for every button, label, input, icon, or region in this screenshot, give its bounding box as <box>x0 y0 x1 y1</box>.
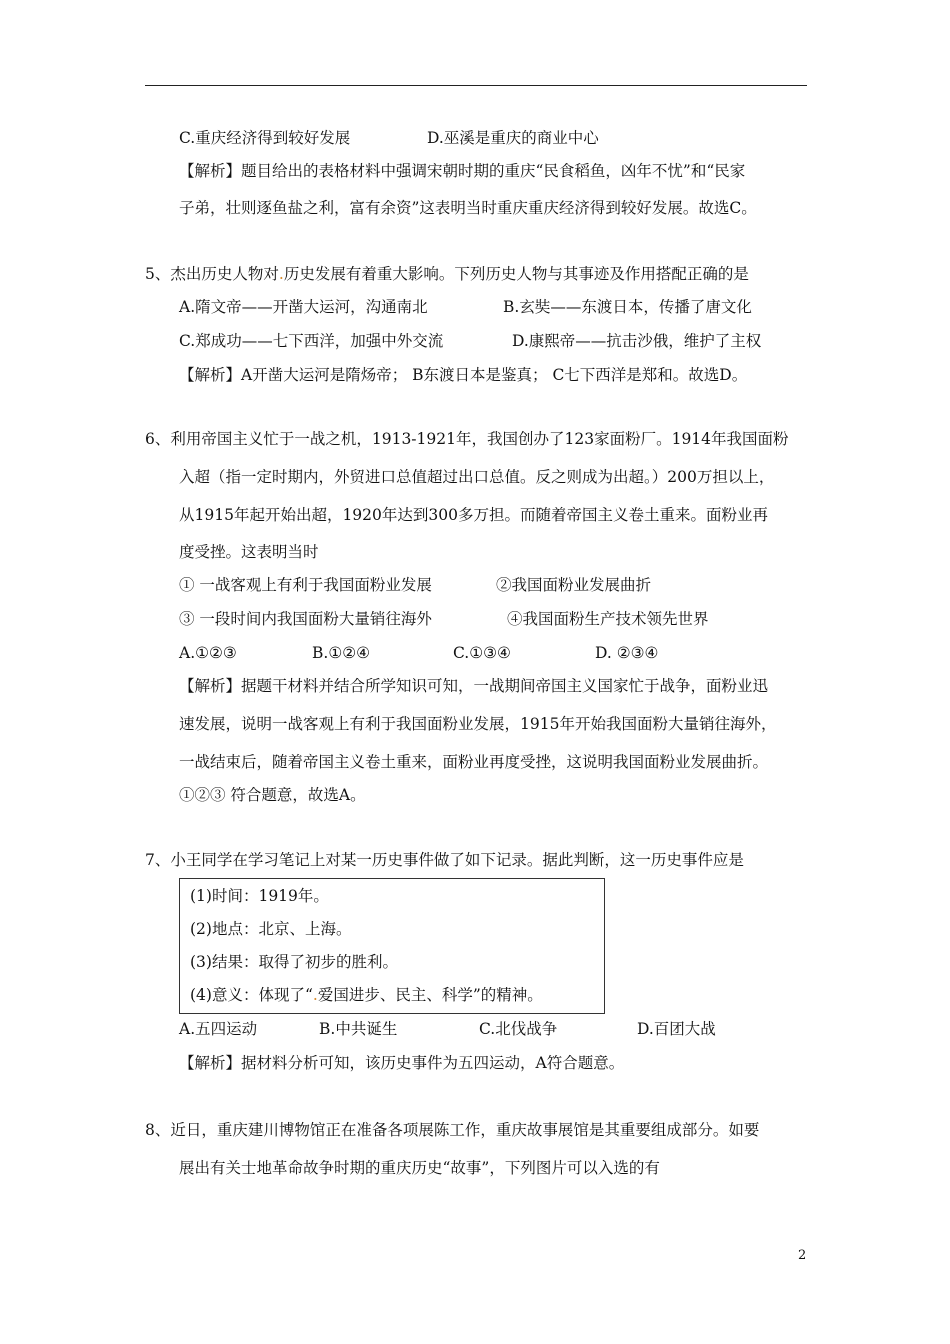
q5-stem-part: 5、杰出历史人物对 <box>145 265 279 283</box>
q5-option-a: A.隋文帝——开凿大运河，沟通南北 <box>179 298 428 316</box>
q5-option-b: B.玄奘——东渡日本，传播了唐文化 <box>503 298 752 316</box>
q6-analysis-line: 一战结束后，随着帝国主义卷土重来，面粉业再度受挫，这说明我国面粉业发展曲折。 <box>179 753 769 771</box>
header-rule <box>145 85 807 86</box>
q4-option-c: C.重庆经济得到较好发展 <box>179 129 351 147</box>
q6-statement-1: ① 一战客观上有利于我国面粉业发展 <box>179 576 432 594</box>
q5-dot-mark: . <box>278 265 284 283</box>
q7-note-place: (2)地点：北京、上海。 <box>190 920 352 938</box>
q4-analysis-line: 【解析】题目给出的表格材料中强调宋朝时期的重庆“民食稻鱼，凶年不忧”和“民家 <box>179 162 746 180</box>
q7-note-result: (3)结果：取得了初步的胜利。 <box>190 953 398 971</box>
q6-statement-2: ②我国面粉业发展曲折 <box>496 576 652 594</box>
q5-option-c: C.郑成功——七下西洋，加强中外交流 <box>179 332 444 350</box>
q7-note-time: (1)时间：1919年。 <box>190 887 329 905</box>
q6-stem-line: 6、利用帝国主义忙于一战之机，1913-1921年，我国创办了123家面粉厂。1914年我国面粉 <box>145 430 789 448</box>
q7-analysis: 【解析】据材料分析可知，该历史事件为五四运动，A符合题意。 <box>179 1054 625 1072</box>
q6-stem-line: 从1915年起开始出超，1920年达到300多万担。而随着帝国主义卷土重来。面粉业再 <box>179 506 768 524</box>
q6-option-c: C.①③④ <box>453 644 511 662</box>
q7-option-d: D.百团大战 <box>637 1020 716 1038</box>
q4-option-d: D.巫溪是重庆的商业中心 <box>427 129 599 147</box>
q7-stem: 7、小王同学在学习笔记上对某一历史事件做了如下记录。据此判断，这一历史事件应是 <box>145 851 744 869</box>
q8-stem-line: 展出有关士地革命故争时期的重庆历史“故事”，下列图片可以入选的有 <box>179 1159 660 1177</box>
q6-option-a: A.①②③ <box>179 644 237 662</box>
q6-statement-4: ④我国面粉生产技术领先世界 <box>507 610 709 628</box>
q5-stem <box>145 264 749 284</box>
q6-stem-line: 入超（指一定时期内，外贸进口总值超过出口总值。反之则成为出超。）200万担以上， <box>179 468 775 486</box>
q4-analysis-line: 子弟，壮则逐鱼盐之利，富有余资”这表明当时重庆重庆经济得到较好发展。故选C。 <box>179 199 757 217</box>
q8-stem-line: 8、近日，重庆建川博物馆正在准备各项展陈工作，重庆故事展馆是其重要组成部分。如要 <box>145 1121 760 1139</box>
q6-statement-3: ③ 一段时间内我国面粉大量销往海外 <box>179 610 432 628</box>
q6-option-d: D. ②③④ <box>595 644 659 662</box>
q7-dot-mark: . <box>312 986 318 1004</box>
q7-option-a: A.五四运动 <box>179 1020 258 1038</box>
q7-note-significance <box>190 985 543 1005</box>
q6-analysis-line: 速发展，说明一战客观上有利于我国面粉业发展，1915年开始我国面粉大量销往海外， <box>179 715 777 733</box>
q7-option-b: B.中共诞生 <box>319 1020 398 1038</box>
q6-stem-line: 度受挫。这表明当时 <box>179 543 319 561</box>
page-number: 2 <box>798 1248 807 1263</box>
q6-analysis-line: 【解析】据题干材料并结合所学知识可知，一战期间帝国主义国家忙于战争，面粉业迅 <box>179 677 769 695</box>
q5-analysis: 【解析】A开凿大运河是隋炀帝； B东渡日本是鉴真； C七下西洋是郑和。故选D。 <box>179 366 748 384</box>
q7-note-part: 爱国进步、民主、科学”的精神。 <box>317 986 543 1004</box>
q6-option-b: B.①②④ <box>312 644 371 662</box>
q5-option-d: D.康熙帝——抗击沙俄，维护了主权 <box>512 332 762 350</box>
q6-analysis-line: ①②③ 符合题意，故选A。 <box>179 786 366 804</box>
q7-option-c: C.北伐战争 <box>479 1020 558 1038</box>
q5-stem-part: 历史发展有着重大影响。下列历史人物与其事迹及作用搭配正确的是 <box>283 265 749 283</box>
q7-note-part: (4)意义：体现了“ <box>190 986 313 1004</box>
